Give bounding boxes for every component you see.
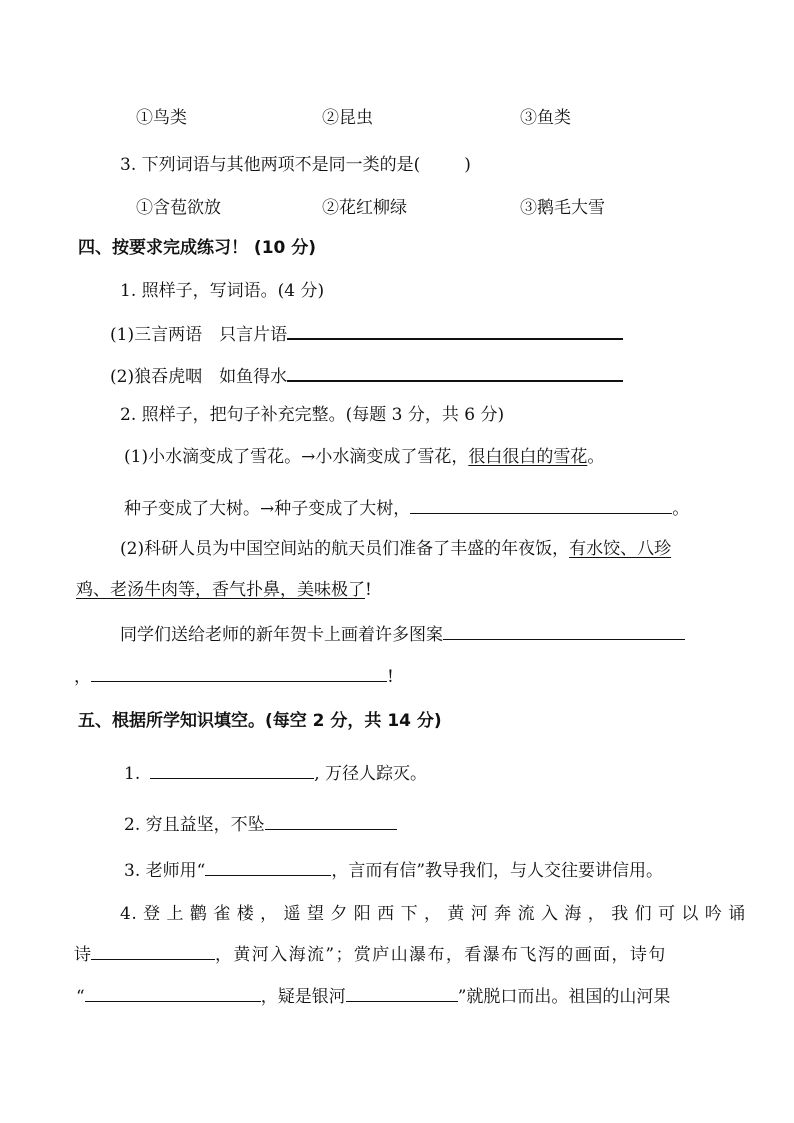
s5-q4-line1-text: 4. 登 上 鹳 雀 楼 ， 遥 望 夕 阳 西 下 ， 黄 河 奔 流 入 海 ， 我 们 可 以 吟 诵 bbox=[120, 904, 746, 924]
s4-q2-example2-end: ! bbox=[365, 580, 372, 600]
s5-q4-blank3[interactable] bbox=[346, 983, 458, 1002]
s5-q3-prefix: 3. 老师用“ bbox=[124, 861, 206, 881]
s4-q1-item2-text: (2)狼吞虎咽 如鱼得水 bbox=[110, 367, 288, 387]
s5-q2 bbox=[124, 811, 397, 837]
s4-q2-example2-line1 bbox=[120, 537, 671, 561]
s5-q2-prefix: 2. 穷且益坚，不坠 bbox=[124, 815, 265, 835]
q3-stem bbox=[120, 153, 471, 177]
s4-q2-task1-blank[interactable] bbox=[410, 495, 672, 514]
s4-q2-example1 bbox=[124, 445, 604, 469]
s5-q4-line3 bbox=[76, 983, 670, 1009]
s4-q1-stem: 1. 照样子，写词语。(4 分) bbox=[120, 281, 325, 301]
s5-q1-blank[interactable] bbox=[150, 760, 314, 779]
s4-q2-stem: 2. 照样子，把句子补充完整。(每题 3 分，共 6 分) bbox=[120, 405, 505, 425]
s4-q2-task2-blank1[interactable] bbox=[443, 621, 685, 640]
s4-q2-example2-line2 bbox=[76, 578, 372, 602]
s4-q2-example2-part1: (2)科研人员为中国空间站的航天员们准备了丰盛的年夜饭， bbox=[120, 539, 570, 559]
s5-q4-line3-b: ，疑是银河 bbox=[260, 987, 346, 1007]
q3-option-c: ③鹅毛大雪 bbox=[520, 198, 605, 218]
s4-q2-example1-end: 。 bbox=[587, 447, 605, 467]
s4-q1-item2 bbox=[110, 362, 623, 389]
s5-q4-blank2[interactable] bbox=[85, 983, 261, 1002]
q2-option-c: ③鱼类 bbox=[520, 108, 571, 128]
s5-q1-suffix: , 万径人踪灭。 bbox=[314, 764, 428, 784]
s5-q1-num: 1. bbox=[124, 764, 141, 784]
s4-q2-task2-blank2[interactable] bbox=[91, 663, 387, 682]
section4-title: 四、按要求完成练习！ (10 分) bbox=[78, 238, 317, 258]
s4-q2-task1-prefix: 种子变成了大树。→种子变成了大树， bbox=[124, 499, 411, 519]
s4-q2-task2-line1 bbox=[120, 621, 685, 647]
s4-q1-item2-blank[interactable] bbox=[287, 362, 623, 382]
q3-stem-close: ) bbox=[464, 155, 471, 175]
s4-q2-example2-underlined2: 鸡、老汤牛肉等，香气扑鼻，美味极了 bbox=[76, 580, 365, 600]
s4-q2-example2-underlined1: 有水饺、八珍 bbox=[569, 539, 672, 559]
s4-q2-task1-end: 。 bbox=[672, 499, 690, 519]
q3-option-a: ①含苞欲放 bbox=[136, 198, 221, 218]
s5-q4-line2-a: 诗 bbox=[74, 945, 91, 965]
s5-q3 bbox=[124, 857, 663, 883]
s4-q2-task1 bbox=[124, 495, 689, 521]
q2-option-b: ②昆虫 bbox=[322, 108, 373, 128]
s4-q2-task2-end: ! bbox=[387, 667, 394, 687]
s4-q2-task2-prefix: 同学们送给老师的新年贺卡上画着许多图案 bbox=[120, 625, 443, 645]
s5-q4-line2 bbox=[74, 941, 667, 967]
s5-q2-blank[interactable] bbox=[265, 811, 397, 830]
s5-q1 bbox=[124, 760, 427, 786]
s5-q3-suffix: ，言而有信”教导我们，与人交往要讲信用。 bbox=[331, 861, 664, 881]
q3-stem-text: 3. 下列词语与其他两项不是同一类的是( bbox=[120, 155, 421, 175]
s4-q2-example1-underlined: 很白很白的雪花 bbox=[468, 447, 588, 467]
q3-option-b: ②花红柳绿 bbox=[322, 198, 407, 218]
s5-q4-line3-a: “ bbox=[76, 987, 85, 1007]
s4-q2-example1-prefix: (1)小水滴变成了雪花。→小水滴变成了雪花， bbox=[124, 447, 469, 467]
s4-q1-item1-text: (1)三言两语 只言片语 bbox=[110, 325, 288, 345]
s4-q2-task2-comma: ， bbox=[74, 667, 91, 687]
s5-q4-line3-c: ”就脱口而出。祖国的山河果 bbox=[457, 987, 671, 1007]
s4-q1-item1-blank[interactable] bbox=[287, 320, 623, 340]
q2-option-a: ①鸟类 bbox=[136, 108, 187, 128]
s5-q4-blank1[interactable] bbox=[91, 941, 215, 960]
section5-title: 五、根据所学知识填空。(每空 2 分，共 14 分) bbox=[78, 711, 442, 731]
s4-q1-item1 bbox=[110, 320, 623, 347]
s4-q2-task2-line2 bbox=[74, 663, 394, 689]
s5-q4-line2-b: ，黄河入海流”；赏庐山瀑布，看瀑布飞泻的画面，诗句 bbox=[215, 945, 667, 965]
s5-q4-line1 bbox=[120, 902, 746, 926]
s5-q3-blank[interactable] bbox=[205, 857, 331, 876]
